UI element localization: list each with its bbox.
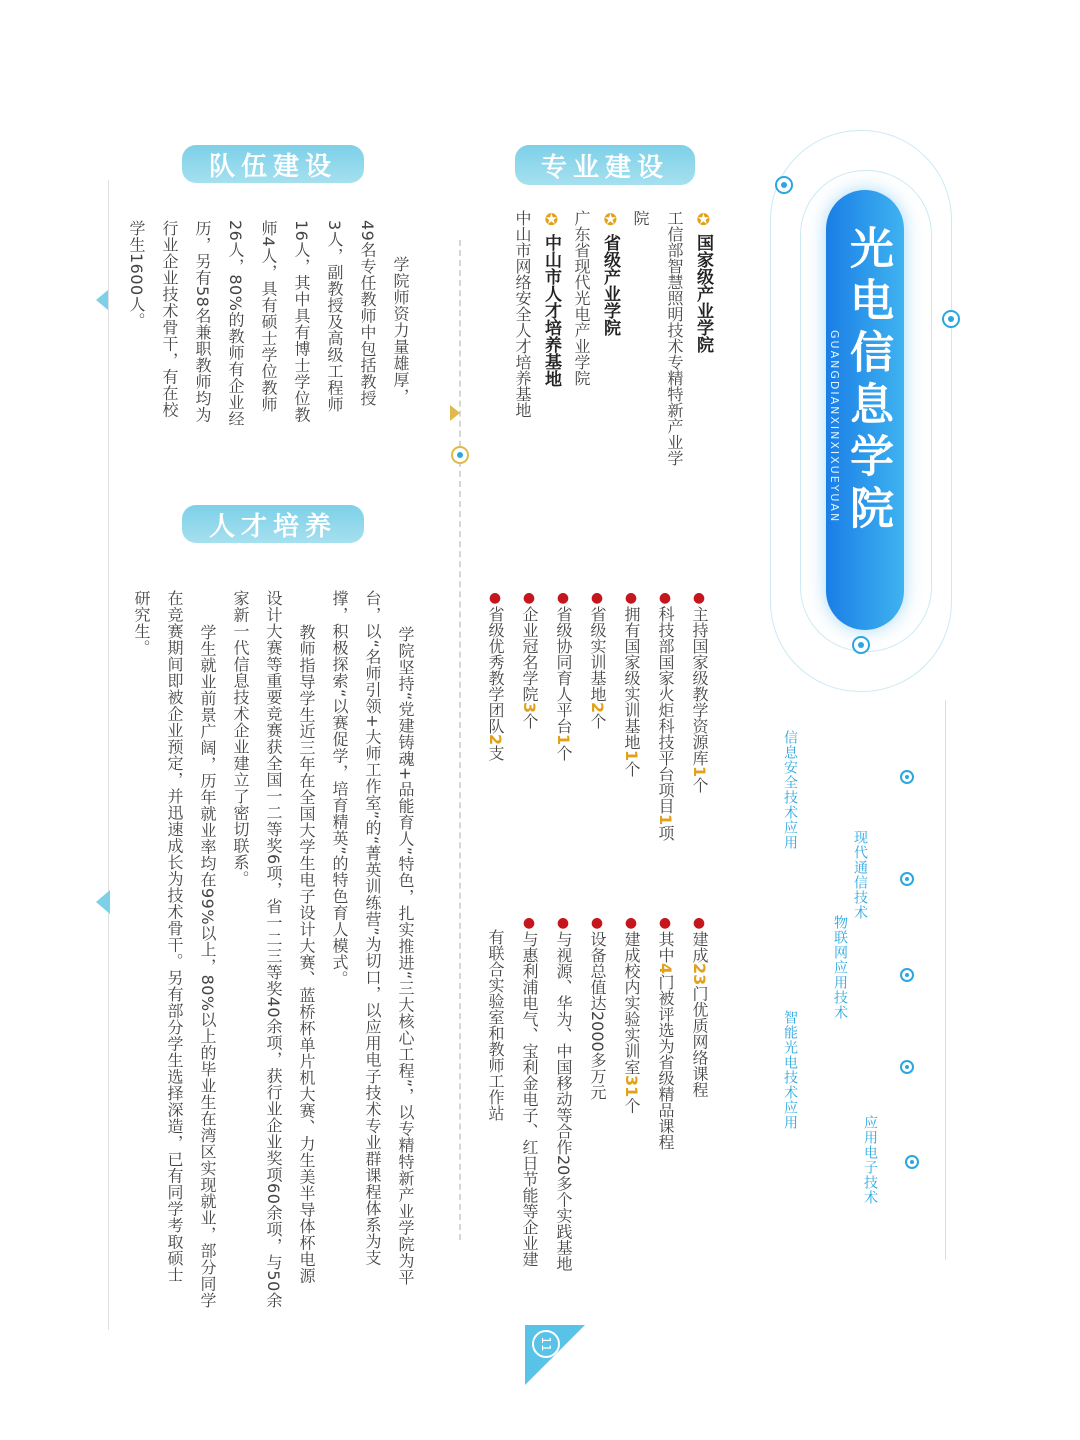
page-number-badge xyxy=(532,1330,560,1358)
branch-label-3: 物联网应用技术 xyxy=(832,915,848,1020)
stat-item: ●省级优秀教学团队2支 xyxy=(486,590,505,762)
zhuanye-header-text: 专业建设 xyxy=(540,152,669,183)
zhuanye-item-desc: 广东省现代光电产业学院 xyxy=(572,210,591,386)
zhuanye-item-desc: 工信部智慧照明技术专精特新产业学院 xyxy=(631,210,684,466)
stat-item: ●建成23门优质网络课程 xyxy=(690,915,709,1098)
branch-label-1: 信息安全技术应用 xyxy=(782,730,798,850)
duiwu-header-text: 队伍建设 xyxy=(208,151,337,182)
zhuanye-header-label xyxy=(520,146,690,184)
stat-item: ●省级实训基地2个 xyxy=(588,590,607,730)
stat-item: ●与惠利浦电气、宝利金电子、红日节能等企业建 xyxy=(520,915,539,1267)
branch-label-4: 智能光电技术应用 xyxy=(782,1010,798,1130)
title-pinyin: GUANGDIANXINXIXUEYUAN xyxy=(828,330,841,524)
zhuanye-item-title: 国家级产业学院 xyxy=(693,234,713,354)
stat-item: ●科技部国家火炬科技平台项目1项 xyxy=(656,590,675,842)
rencai-paragraph: 学院坚持“党建铸魂+品能育人”特色，扎实推进“三大核心工程”，以专精特新产业学院为平 台，以“名师引领+大师工作室”的“菁英训练营”为切口，以应用电子技术专业群课程体系为支 撑，积极探索“以赛促学，培育精英”的特色育人模式。 教师指导学生近三年在全国大学生电子设计大赛、蓝桥杯单片机大赛、力生美半导体杯电源 设计大赛等重要竞赛获全国一二等奖6项，省一二三等奖40余项，获行业企业奖项60余项，与50余 家新一代信息技术企业建立了密切联系。 学生就业前景广阔，历年就业率均在99%以上，80%以上的毕业生在湾区实现就业，部分同学 在竞赛期间即被企业预定，并迅速成长为技术骨干。另有部分学生选择深造，已有同学考取硕士 研究生。 xyxy=(132,590,415,1309)
title-dot-bottom xyxy=(852,636,870,654)
branch-dot-2 xyxy=(900,872,914,886)
stat-item: ●其中4门被评选为省级精品课程 xyxy=(656,915,675,1151)
bullet-icon: ● xyxy=(521,590,537,606)
zhuanye-item-title: 中山市人才培养基地 xyxy=(541,234,561,388)
branch-label-2: 现代通信技术 xyxy=(852,830,868,920)
section-header-duiwu xyxy=(182,145,364,183)
medal-icon: ✪ xyxy=(542,210,561,229)
branch-label-5: 应用电子技术 xyxy=(862,1115,878,1205)
divider-center xyxy=(459,240,461,1240)
bullet-icon: ● xyxy=(691,915,707,931)
duiwu-paragraph: 学院师资力量雄厚， 49名专任教师中包括教授 3人，副教授及高级工程师 16人，其中具有博士学位教 师4人，具有硕士学位教师 26人，80%的教师有企业经 历，另有58名兼职教师均为 行业企业技术骨干，有在校 学生1600人。 xyxy=(127,220,410,427)
bullet-icon: ● xyxy=(657,915,673,931)
stat-item: ●省级协同育人平台1个 xyxy=(554,590,573,762)
stat-item: ●与视源、华为、中国移动等合作20多个实践基地 xyxy=(554,915,573,1272)
page-number: 11 xyxy=(539,1336,553,1352)
bullet-icon: ● xyxy=(589,915,605,931)
bullet-icon: ● xyxy=(691,590,707,606)
right-arrow xyxy=(450,405,460,421)
divider-left xyxy=(108,180,109,1330)
stat-item: ●企业冠名学院3个 xyxy=(520,590,539,730)
bullet-icon: ● xyxy=(555,915,571,931)
zhuanye-item xyxy=(539,210,564,470)
medal-icon: ✪ xyxy=(601,210,620,229)
zhuanye-item xyxy=(598,210,623,470)
branch-dot-3 xyxy=(900,968,914,982)
branch-dot-5 xyxy=(905,1155,919,1169)
section-header-rencai xyxy=(182,505,364,543)
right-vertical-rule xyxy=(945,700,946,1260)
left-arrow-2 xyxy=(96,890,110,914)
bullet-icon: ● xyxy=(623,590,639,606)
stat-item: ●建成校内实验实训室31个 xyxy=(622,915,641,1114)
left-arrow-1 xyxy=(96,290,108,310)
stat-item: ●拥有国家级实训基地1个 xyxy=(622,590,641,778)
medal-icon: ✪ xyxy=(694,210,713,229)
stat-item: ●设备总值达2000多万元 xyxy=(588,915,607,1100)
stat-item-continued: 有联合实验室和教师工作站 xyxy=(486,929,505,1121)
page-title: 光电信息学院 xyxy=(842,225,893,537)
bullet-icon: ● xyxy=(487,590,503,606)
bullet-icon: ● xyxy=(657,590,673,606)
stats-b-list xyxy=(478,915,716,1295)
bullet-icon: ● xyxy=(589,590,605,606)
stats-a-list xyxy=(478,590,716,890)
zhuanye-item-title: 省级产业学院 xyxy=(600,234,620,337)
bullet-icon: ● xyxy=(623,915,639,931)
bullet-icon: ● xyxy=(521,915,537,931)
rencai-header-text: 人才培养 xyxy=(208,511,337,542)
branch-dot-1 xyxy=(900,770,914,784)
bullet-icon: ● xyxy=(555,590,571,606)
title-dot-right xyxy=(942,310,960,328)
stat-item: ●主持国家级教学资源库1个 xyxy=(690,590,709,794)
zhuanye-item-desc: 中山市网络安全人才培养基地 xyxy=(513,210,532,418)
branch-dot-4 xyxy=(900,1060,914,1074)
zhuanye-item xyxy=(691,210,716,470)
zhuanye-list xyxy=(505,210,716,470)
center-ring-icon xyxy=(451,446,469,464)
title-dot-top xyxy=(775,176,793,194)
